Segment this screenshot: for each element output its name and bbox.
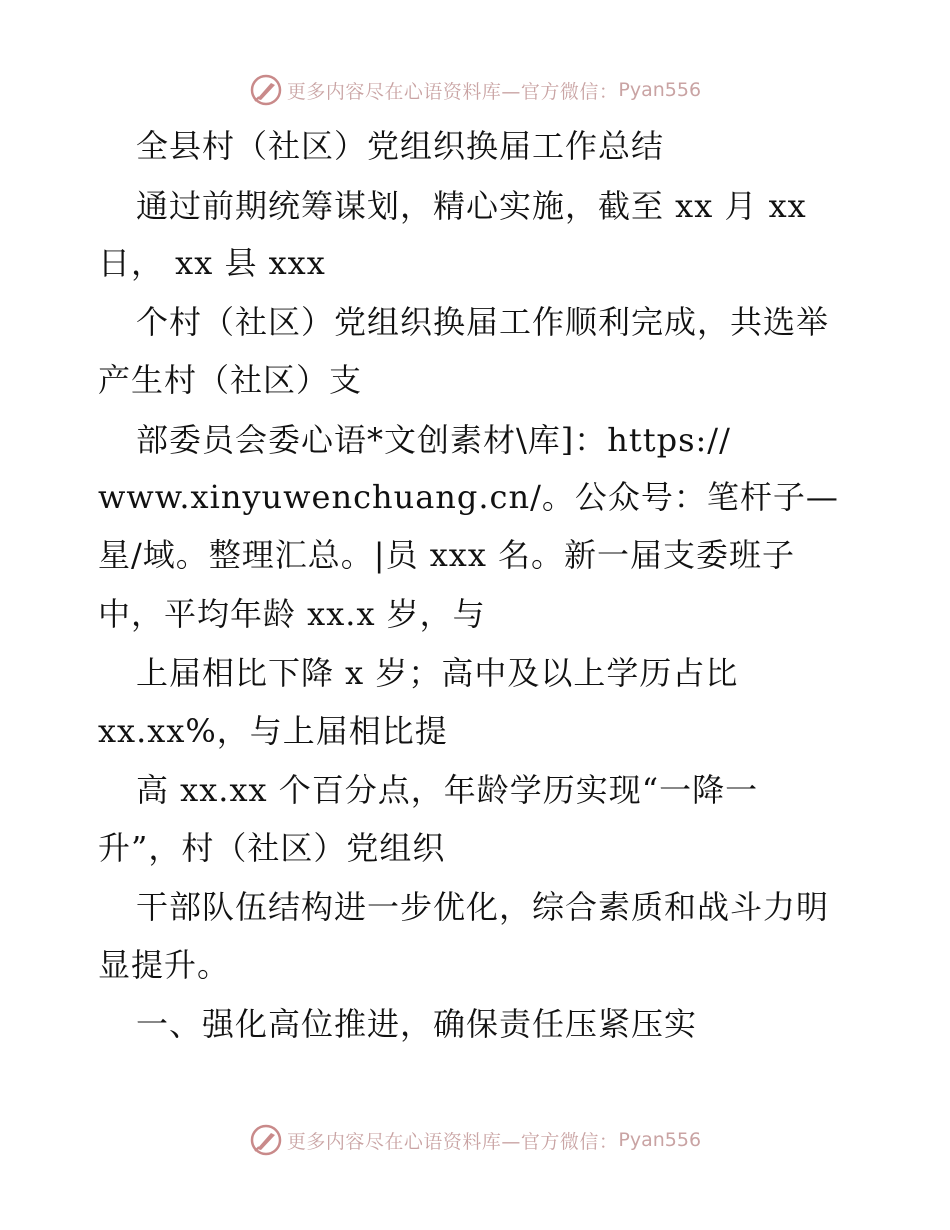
text-line: xx.xx%，与上届相比提 (98, 712, 448, 750)
text-line: 部委员会委心语*文创素材\库]：https:// (136, 421, 731, 459)
text-line: 日， xx 县 xxx (98, 244, 326, 282)
text-line: 产生村（社区）支 (98, 361, 363, 399)
text-line: 上届相比下降 x 岁；高中及以上学历占比 (136, 654, 739, 692)
text-line: 通过前期统筹谋划，精心实施，截至 xx 月 xx (136, 187, 807, 225)
text-line: 干部队伍结构进一步优化，综合素质和战斗力明 (136, 888, 830, 926)
watermark-contact: Pyan556 (618, 79, 702, 101)
text-line: 高 xx.xx 个百分点，年龄学历实现“一降一 (136, 771, 759, 809)
section-heading: 一、强化高位推进，确保责任压紧压实 (136, 1005, 698, 1043)
watermark-contact: Pyan556 (618, 1129, 702, 1151)
watermark-banner-bottom (0, 1120, 950, 1160)
document-title: 全县村（社区）党组织换届工作总结 (136, 127, 665, 165)
text-line: 星/域。整理汇总。|员 xxx 名。新一届支委班子 (98, 536, 796, 574)
text-line: 个村（社区）党组织换届工作顺利完成，共选举 (136, 303, 830, 341)
text-line: 中，平均年龄 xx.x 岁，与 (98, 595, 486, 633)
quill-pen-logo-icon (249, 73, 283, 107)
quill-pen-logo-icon (249, 1123, 283, 1157)
text-line: 升”，村（社区）党组织 (98, 829, 446, 867)
text-line: 显提升。 (98, 946, 231, 984)
text-line: www.xinyuwenchuang.cn/。公众号：笔杆子— (98, 478, 839, 516)
watermark-text: 更多内容尽在心语资料库—官方微信： (286, 80, 619, 103)
watermark-banner-top (0, 70, 950, 110)
watermark-text: 更多内容尽在心语资料库—官方微信： (286, 1130, 619, 1153)
